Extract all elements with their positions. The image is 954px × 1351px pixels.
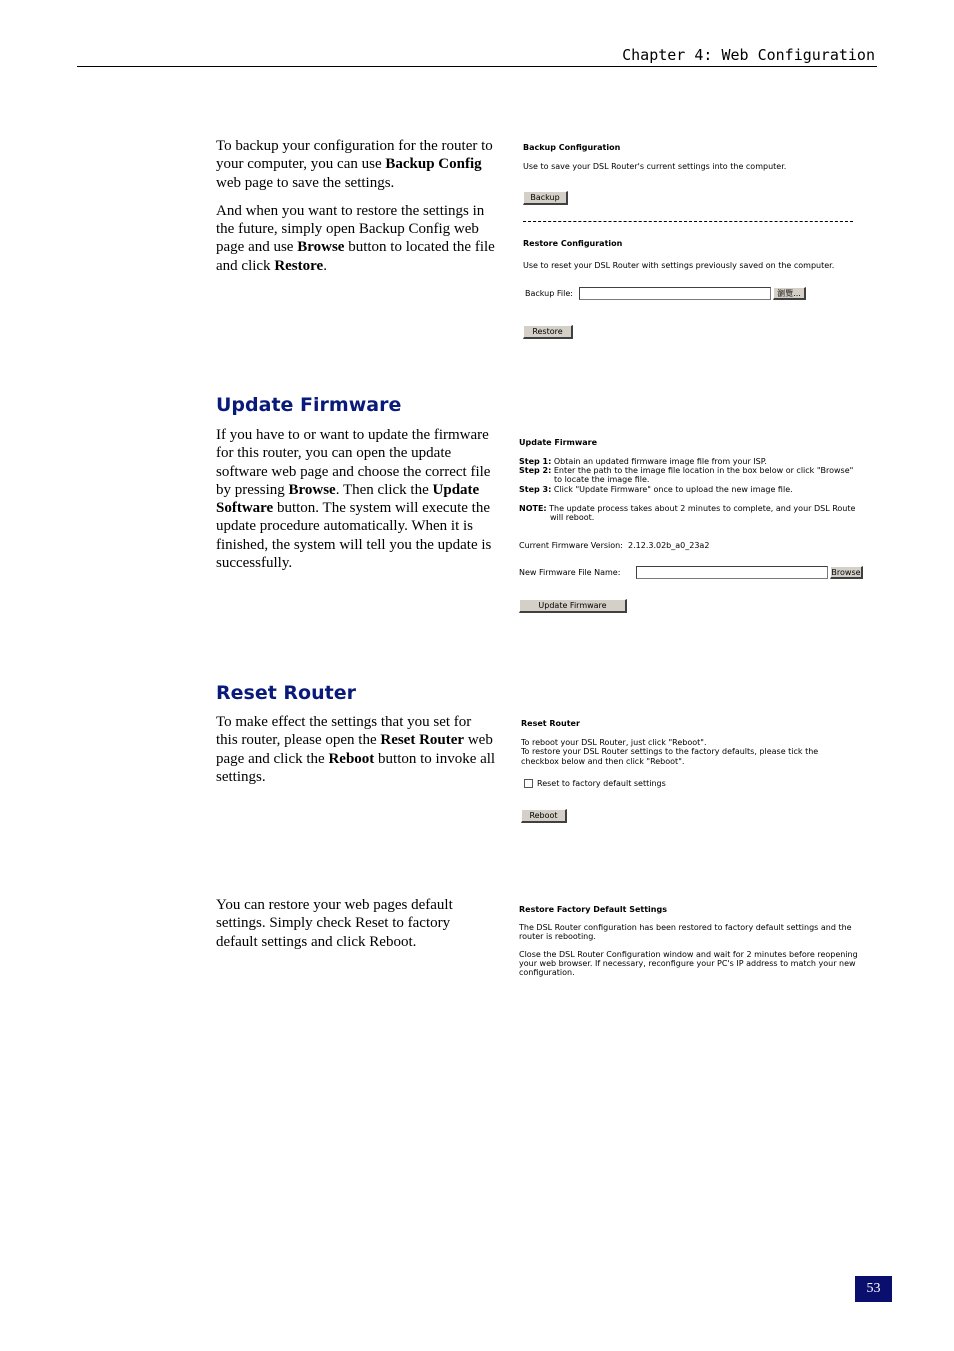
firmware-step-2-cont: to locate the image file.: [554, 475, 650, 484]
reset-router-paragraph: To make effect the settings that you set for this router, please open the Reset Router web page and click the Reboot button to invoke all settings.: [216, 714, 496, 785]
backup-config-desc: Use to save your DSL Router's current settings into the computer.: [523, 162, 787, 171]
reset-line-1: To reboot your DSL Router, just click "Reboot".: [521, 738, 707, 747]
update-firmware-button[interactable]: Update Firmware: [519, 599, 627, 613]
backup-file-label: Backup File:: [525, 289, 573, 298]
chapter-title: Chapter 4: Web Configuration: [622, 46, 875, 64]
factory-title: Restore Factory Default Settings: [519, 905, 667, 914]
factory-line-2: router is rebooting.: [519, 932, 596, 941]
firmware-version-row: Current Firmware Version: 2.12.3.02b_a0_23a2: [519, 541, 710, 550]
firmware-step-2: Step 2: Enter the path to the image file location in the box below or click "Browse": [519, 466, 854, 475]
restore-button[interactable]: Restore: [523, 325, 573, 339]
firmware-note-cont: will reboot.: [550, 513, 595, 522]
reset-router-screenshot: [521, 719, 861, 829]
firmware-browse-button[interactable]: Browse: [830, 566, 863, 579]
reset-line-2: To restore your DSL Router settings to the factory defaults, please tick the: [521, 747, 819, 756]
factory-line-1: The DSL Router configuration has been restored to factory default settings and the: [519, 923, 852, 932]
backup-file-input[interactable]: [579, 287, 771, 300]
update-firmware-paragraph: If you have to or want to update the firmware for this router, you can open the update software web page and choose the correct file by pressing Browse. Then click the Update Software button. The system will execute the update procedure automatically. When it is finished, the system will tell you the update is successfully.: [216, 427, 492, 572]
reset-router-description: [216, 713, 496, 796]
update-firmware-screenshot: [519, 438, 879, 618]
factory-reset-label: Reset to factory default settings: [537, 779, 666, 788]
reboot-button[interactable]: Reboot: [521, 809, 567, 823]
restore-config-desc: Use to reset your DSL Router with settings previously saved on the computer.: [523, 261, 835, 270]
backup-config-title: Backup Configuration: [523, 143, 621, 152]
factory-reset-checkbox[interactable]: [524, 779, 533, 788]
firmware-title: Update Firmware: [519, 438, 598, 447]
firmware-step-1: Step 1: Obtain an updated firmware image file from your ISP.: [519, 457, 767, 466]
factory-line-5: configuration.: [519, 968, 575, 977]
backup-browse-button[interactable]: 瀏覽...: [773, 287, 806, 300]
backup-paragraph-2: And when you want to restore the settings in the future, simply open Backup Config web page and use Browse button to located the file and click Restore.: [216, 202, 495, 274]
reset-title: Reset Router: [521, 719, 580, 728]
backup-paragraph-1: To backup your configuration for the router to your computer, you can use Backup Config web page to save the settings.: [216, 138, 493, 191]
factory-line-3: Close the DSL Router Configuration window and wait for 2 minutes before reopening: [519, 950, 858, 959]
factory-paragraph: You can restore your web pages default settings. Simply check Reset to factory default settings and click Reboot.: [216, 897, 453, 950]
firmware-file-input[interactable]: [636, 566, 828, 579]
reset-router-heading: Reset Router: [216, 682, 356, 704]
page-number: 53: [855, 1276, 892, 1302]
backup-config-screenshot: [523, 143, 863, 343]
backup-button[interactable]: Backup: [523, 191, 568, 205]
factory-default-screenshot: [519, 905, 879, 985]
reset-line-3: checkbox below and then click "Reboot".: [521, 757, 685, 766]
firmware-version-value: 2.12.3.02b_a0_23a2: [628, 541, 710, 550]
restore-config-title: Restore Configuration: [523, 239, 623, 248]
factory-description: [216, 896, 478, 961]
backup-description: [216, 137, 500, 285]
page-header: [77, 44, 877, 67]
firmware-step-3: Step 3: Click "Update Firmware" once to upload the new image file.: [519, 485, 793, 494]
section-divider: [523, 221, 853, 222]
update-firmware-description: [216, 426, 496, 582]
update-firmware-heading: Update Firmware: [216, 394, 402, 416]
firmware-file-label: New Firmware File Name:: [519, 568, 621, 577]
firmware-note: NOTE: The update process takes about 2 minutes to complete, and your DSL Route: [519, 504, 856, 513]
factory-line-4: your web browser. If necessary, reconfigure your PC's IP address to match your new: [519, 959, 856, 968]
